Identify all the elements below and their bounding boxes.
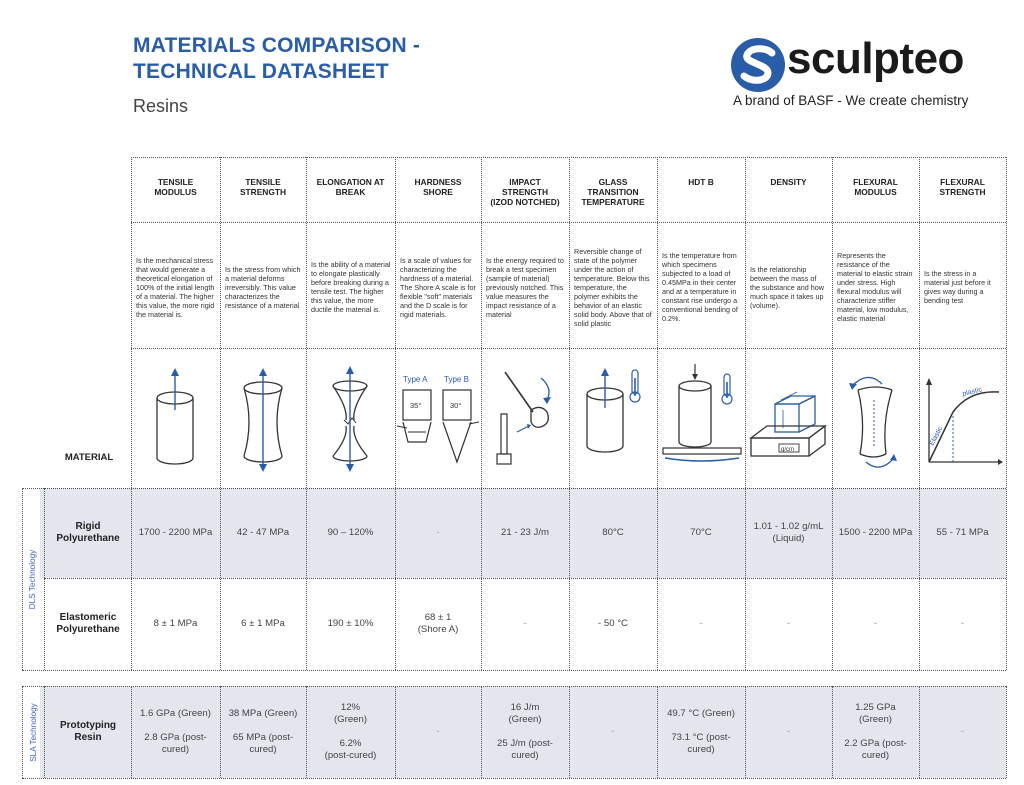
density-icon xyxy=(745,350,832,484)
svg-text:g/cm: g/cm xyxy=(781,447,795,453)
table-cell: - xyxy=(523,618,527,629)
tech-vline xyxy=(44,488,45,670)
flexural-strength-icon xyxy=(919,350,1006,484)
title-line-1: MATERIALS COMPARISON - xyxy=(133,34,421,57)
material-column-label: MATERIAL xyxy=(64,452,114,463)
column-description: Is the ability of a material to elongate plastically before breaking during a tensile test. The higher this value, the more ductile the material is. xyxy=(311,260,391,314)
column-header: DENSITY xyxy=(770,177,807,187)
technology-name: SLA Technology xyxy=(28,702,38,762)
table-cell: - xyxy=(699,618,703,629)
table-cell: 8 ± 1 MPa xyxy=(153,618,198,629)
flexural-modulus-icon xyxy=(832,350,919,484)
glass-transition-icon xyxy=(569,350,657,484)
svg-text:35°: 35° xyxy=(410,401,422,410)
table-cell: 12% (Green) 6.2% (post-cured) xyxy=(324,702,377,761)
brand-name: sculpteo xyxy=(787,34,964,83)
table-cell: - xyxy=(436,726,440,737)
table-cell: - xyxy=(786,726,791,737)
sculpteo-s-icon xyxy=(730,36,786,94)
table-cell: 1700 - 2200 MPa xyxy=(138,527,213,538)
page-title xyxy=(133,33,420,85)
title-line-2: TECHNICAL DATASHEET xyxy=(133,60,389,83)
table-cell: 190 ± 10% xyxy=(327,618,374,629)
svg-text:Type A: Type A xyxy=(403,375,428,384)
grid-vline xyxy=(1006,686,1007,778)
brand-logo xyxy=(730,34,995,109)
table-cell: 70°C xyxy=(690,527,712,538)
table-cell: 1.01 - 1.02 g/mL (Liquid) xyxy=(753,521,824,544)
column-description: Represents the resistance of the material to elastic strain under stress. High flexural modulus will characterize stiffer material, low modulus, elastic material xyxy=(837,251,913,323)
table-cell: - xyxy=(786,618,791,629)
column-header: TENSILE STRENGTH xyxy=(239,177,287,197)
svg-text:Type B: Type B xyxy=(444,375,469,384)
column-description: Is the temperature from which specimens subjected to a load of 0.45MPa in their center and at a temperature in constant rise undergo a conventional bending of 0.2%. xyxy=(662,251,738,323)
grid-hline xyxy=(131,348,1006,349)
hdt-icon xyxy=(657,350,745,484)
table-cell: 42 - 47 MPa xyxy=(236,527,290,538)
material-name: Rigid Polyurethane xyxy=(56,521,120,544)
column-description: Is the energy required to break a test specimen (sample of material) previously notched. This value measures the impact resistance of a material xyxy=(486,255,564,319)
column-header: FLEXURAL MODULUS xyxy=(853,177,898,197)
grid-hline xyxy=(22,778,1006,779)
table-cell: - xyxy=(960,618,965,629)
table-cell: - xyxy=(436,527,440,538)
tensile-strength-icon xyxy=(220,350,306,484)
column-header: HDT B xyxy=(688,177,714,187)
column-description: Is the stress in a material just before it gives way during a bending test xyxy=(924,269,991,305)
column-header: FLEXURAL STRENGTH xyxy=(939,177,986,197)
table-cell: 38 MPa (Green) 65 MPa (post- cured) xyxy=(228,708,298,755)
table-cell: - 50 °C xyxy=(598,618,628,629)
page-subtitle: Resins xyxy=(133,96,189,116)
table-cell: 1500 - 2200 MPa xyxy=(838,527,913,538)
table-cell: 80°C xyxy=(602,527,624,538)
column-description: Is the stress from which a material deforms irreversibly. This value characterizes the resistance of a material xyxy=(225,264,301,310)
column-header: TENSILE MODULUS xyxy=(154,177,197,197)
table-cell: 1.6 GPa (Green) 2.8 GPa (post- cured) xyxy=(140,708,211,755)
tensile-modulus-icon xyxy=(131,350,220,484)
table-cell: 1.25 GPa (Green) 2.2 GPa (post- cured) xyxy=(844,702,907,761)
column-description: Is the relationship between the mass of the substance and how much space it takes up (volume). xyxy=(750,264,824,310)
table-cell: - xyxy=(611,726,615,737)
hardness-icon xyxy=(395,350,481,484)
table-cell: 55 - 71 MPa xyxy=(936,527,989,538)
table-cell: 6 ± 1 MPa xyxy=(241,618,285,629)
column-header: HARDNESS SHORE xyxy=(414,177,462,197)
grid-vline xyxy=(1006,157,1007,670)
table-cell: 68 ± 1 (Shore A) xyxy=(417,612,459,635)
svg-text:plastic: plastic xyxy=(961,386,983,398)
material-name: Elastomeric Polyurethane xyxy=(56,612,120,635)
table-cell: 90 – 120% xyxy=(327,527,374,538)
column-header: ELONGATION AT BREAK xyxy=(316,177,385,197)
column-header: IMPACT STRENGTH (IZOD NOTCHED) xyxy=(490,177,560,207)
svg-text:30°: 30° xyxy=(450,401,462,410)
column-description: Reversible change of state of the polymer under the action of temperature. Below this temperature, the polymer exhibits the behavior of an elastic solid body. Above that of solid plastic xyxy=(574,246,652,328)
impact-icon xyxy=(481,350,569,484)
grid-hline xyxy=(131,157,1006,158)
column-header: GLASS TRANSITION TEMPERATURE xyxy=(581,177,645,207)
svg-text:Elastic: Elastic xyxy=(928,425,945,447)
brand-tagline: A brand of BASF - We create chemistry xyxy=(733,93,969,108)
table-cell: 16 J/m (Green) 25 J/m (post- cured) xyxy=(497,702,553,761)
column-description: Is a scale of values for characterizing the hardness of a material. The Shore A scale is for flexible "soft" materials and the D scale is for rigid materials. xyxy=(400,255,476,319)
column-description: Is the mechanical stress that would generate a theoretical elongation of 100% of the initial length of a material. The higher this value, the more rigid the material is. xyxy=(136,255,215,319)
elongation-icon xyxy=(306,350,395,484)
technology-name: DLS Technology xyxy=(28,549,38,609)
table-cell: - xyxy=(873,618,878,629)
grid-hline xyxy=(22,670,1006,671)
table-cell: 21 - 23 J/m xyxy=(501,527,549,538)
table-cell: - xyxy=(960,726,965,737)
material-name: Prototyping Resin xyxy=(59,720,117,743)
grid-hline xyxy=(131,222,1006,223)
table-cell: 49.7 °C (Green) 73.1 °C (post- cured) xyxy=(667,708,735,755)
technology-label xyxy=(22,488,44,670)
